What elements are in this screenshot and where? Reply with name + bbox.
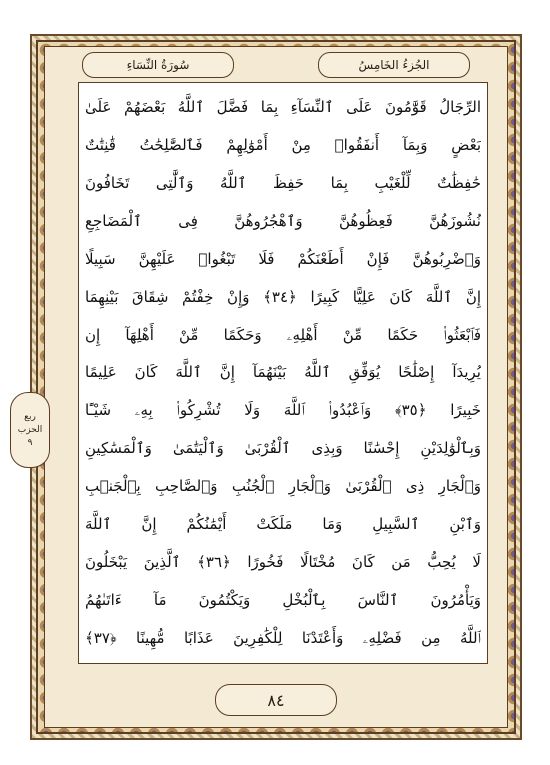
- verse-line: وَٱلْجَارِ ذِى ٱلْقُرْبَىٰ وَٱلْجَارِ ٱلْجُنُبِ وَٱلصَّاحِبِ بِٱلْجَنۢبِ: [85, 477, 481, 496]
- hizb-label: الحزب: [17, 424, 43, 435]
- verse-line: فَٱبْعَثُوا۟ حَكَمًا مِّنْ أَهْلِهِۦ وَحَكَمًا مِّنْ أَهْلِهَآ إِن: [85, 325, 481, 344]
- hizb-marker: [10, 392, 50, 468]
- surah-title: سُورَةُ النِّسَاءِ: [82, 52, 234, 78]
- verse-line: نُشُوزَهُنَّ فَعِظُوهُنَّ وَٱهْجُرُوهُنَّ فِى ٱلْمَضَاجِعِ: [85, 211, 481, 230]
- verse-line: لَا يُحِبُّ مَن كَانَ مُخْتَالًا فَخُورًا ﴿٣٦﴾ ٱلَّذِينَ يَبْخَلُونَ: [85, 553, 481, 572]
- verse-line: ٱللَّهُ مِن فَضْلِهِۦ وَأَعْتَدْنَا لِلْكَٰفِرِينَ عَذَابًا مُّهِينًا ﴿٣٧﴾: [85, 628, 481, 647]
- page-number: ٨٤: [215, 684, 337, 716]
- verse-line: وَبِٱلْوَٰلِدَيْنِ إِحْسَٰنًا وَبِذِى ٱلْقُرْبَىٰ وَٱلْيَتَٰمَىٰ وَٱلْمَسَٰكِينِ: [85, 439, 481, 458]
- verse-line: وَٱبْنِ ٱلسَّبِيلِ وَمَا مَلَكَتْ أَيْمَٰنُكُمْ إِنَّ ٱللَّهَ: [85, 515, 481, 534]
- verse-line: الرِّجَالُ قَوَّٰمُونَ عَلَى ٱلنِّسَآءِ بِمَا فَضَّلَ ٱللَّهُ بَعْضَهُمْ عَلَىٰ: [85, 98, 481, 116]
- verse-line: حَٰفِظَٰتٌ لِّلْغَيْبِ بِمَا حَفِظَ ٱللَّهُ وَٱلَّٰتِى تَخَافُونَ: [85, 173, 481, 192]
- verse-line: وَٱضْرِبُوهُنَّ فَإِنْ أَطَعْنَكُمْ فَلَا تَبْغُوا۟ عَلَيْهِنَّ سَبِيلًا: [85, 249, 481, 268]
- juz-title: الجُزءُ الخَامِسُ: [318, 52, 470, 78]
- page-header: [50, 50, 502, 80]
- verse-line: بَعْضٍ وَبِمَآ أَنفَقُوا۟ مِنْ أَمْوَٰلِهِمْ فَٱلصَّٰلِحَٰتُ قَٰنِتَٰتٌ: [85, 135, 481, 154]
- verse-text-panel: [78, 82, 488, 664]
- verse-line: إِنَّ ٱللَّهَ كَانَ عَلِيًّا كَبِيرًا ﴿٣٤﴾ وَإِنْ خِفْتُمْ شِقَاقَ بَيْنِهِمَا: [85, 287, 481, 306]
- verse-line: خَبِيرًا ﴿٣٥﴾ وَٱعْبُدُوا۟ ٱللَّهَ وَلَا تُشْرِكُوا۟ بِهِۦ شَيْـًٔا: [85, 401, 481, 420]
- verse-line: وَيَأْمُرُونَ ٱلنَّاسَ بِٱلْبُخْلِ وَيَكْتُمُونَ مَآ ءَاتَىٰهُمُ: [85, 590, 481, 609]
- verse-lines: [85, 89, 481, 657]
- hizb-quarter-label: ربع: [24, 411, 36, 422]
- verse-line: يُرِيدَآ إِصْلَٰحًا يُوَفِّقِ ٱللَّهُ بَيْنَهُمَآ إِنَّ ٱللَّهَ كَانَ عَلِيمًا: [85, 363, 481, 382]
- hizb-number: ٩: [27, 437, 33, 448]
